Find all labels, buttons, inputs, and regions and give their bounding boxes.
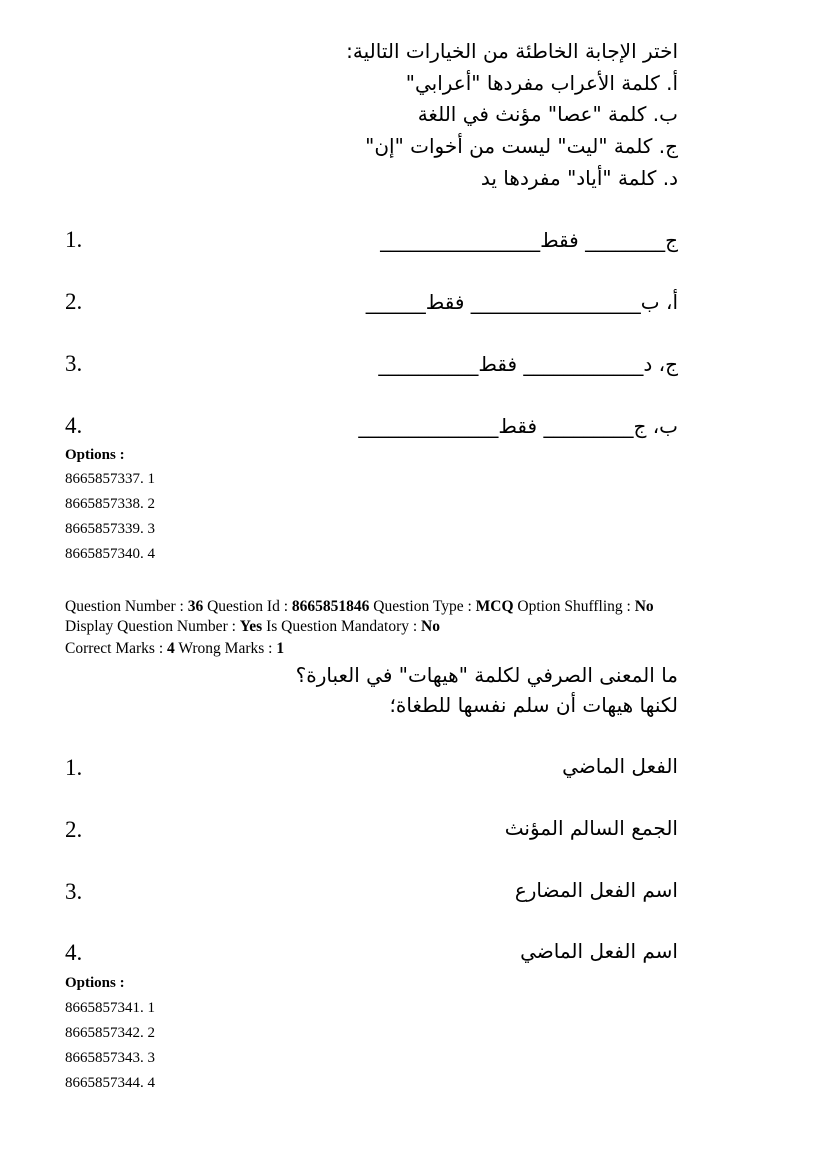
question-stem-line: اختر الإجابة الخاطئة من الخيارات التالية: xyxy=(346,39,678,63)
option-id: 8665857339. 3 xyxy=(65,521,155,537)
choice-number: 4. xyxy=(65,413,83,438)
choice-number: 3. xyxy=(65,879,83,904)
value: 8665851846 xyxy=(291,598,370,615)
choice-number: 1. xyxy=(65,755,83,780)
choice-text: ج________ فقط________________ xyxy=(380,228,678,252)
question-meta-line-3 xyxy=(65,639,284,658)
choice-number: 3. xyxy=(65,351,83,376)
question-meta-line-1 xyxy=(65,597,654,616)
options-label: Options : xyxy=(65,975,125,991)
choice-text: اسم الفعل الماضي xyxy=(520,939,678,963)
choice-text: ب، ج_________ فقط______________ xyxy=(358,414,678,438)
value: Yes xyxy=(239,618,263,635)
value: 4 xyxy=(167,640,175,657)
choice-text: الفعل الماضي xyxy=(562,754,678,778)
label: Is Question Mandatory : xyxy=(262,618,422,635)
statement-c: ج. كلمة "ليت" ليست من أخوات "إن" xyxy=(365,134,678,158)
option-id: 8665857343. 3 xyxy=(65,1050,155,1066)
option-id: 8665857337. 1 xyxy=(65,471,155,487)
question-stem-line: ما المعنى الصرفي لكلمة "هيهات" في العبارة؟ xyxy=(295,663,678,687)
choice-text: ج، د____________ فقط__________ xyxy=(378,352,678,376)
option-id: 8665857338. 2 xyxy=(65,496,155,512)
label: Question Number : xyxy=(65,598,188,615)
value: 1 xyxy=(276,640,285,657)
question-stem-line: لكنها هيهات أن سلم نفسها للطغاة؛ xyxy=(389,693,678,717)
statement-b: ب. كلمة "عصا" مؤنث في اللغة xyxy=(417,102,678,126)
value: No xyxy=(634,598,654,615)
label: Wrong Marks : xyxy=(174,640,277,657)
option-id: 8665857344. 4 xyxy=(65,1075,155,1091)
value: No xyxy=(421,618,440,635)
choice-text: أ، ب_________________ فقط______ xyxy=(365,290,678,314)
choice-text: اسم الفعل المضارع xyxy=(514,878,678,902)
question-meta-line-2 xyxy=(65,617,440,636)
choice-number: 4. xyxy=(65,940,83,965)
label: Question Type : xyxy=(369,598,476,615)
choice-number: 2. xyxy=(65,817,83,842)
statement-d: د. كلمة "أياد" مفردها يد xyxy=(480,166,678,190)
choice-number: 2. xyxy=(65,289,83,314)
options-label: Options : xyxy=(65,447,125,463)
value: MCQ xyxy=(475,598,514,615)
option-id: 8665857341. 1 xyxy=(65,1000,155,1016)
value: 36 xyxy=(187,598,204,615)
label: Option Shuffling : xyxy=(513,598,635,615)
label: Display Question Number : xyxy=(65,618,240,635)
label: Question Id : xyxy=(203,598,292,615)
option-id: 8665857340. 4 xyxy=(65,546,155,562)
option-id: 8665857342. 2 xyxy=(65,1025,155,1041)
choice-text: الجمع السالم المؤنث xyxy=(504,816,678,840)
label: Correct Marks : xyxy=(65,640,168,657)
choice-number: 1. xyxy=(65,227,83,252)
statement-a: أ. كلمة الأعراب مفردها "أعرابي" xyxy=(405,71,678,95)
